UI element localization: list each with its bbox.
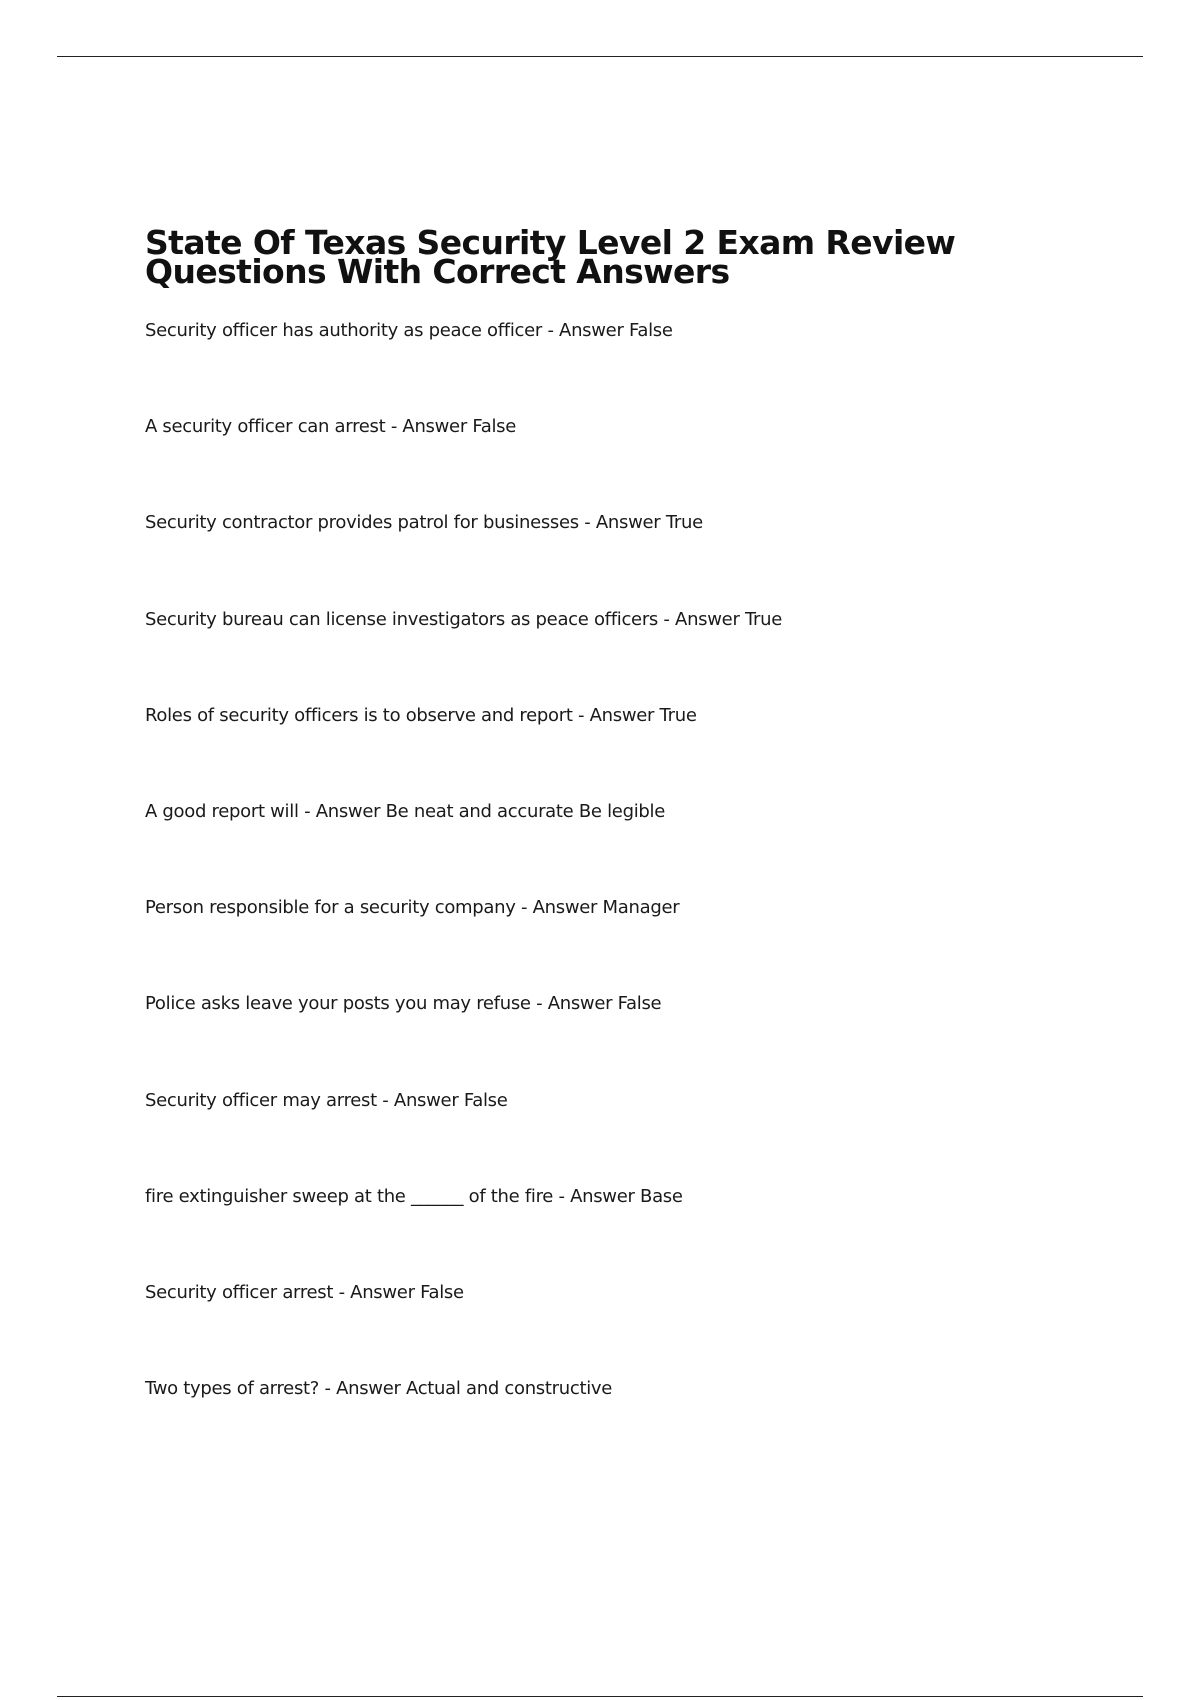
qa-item: A security officer can arrest - Answer False: [145, 416, 517, 438]
qa-item: Two types of arrest? - Answer Actual and constructive: [145, 1378, 613, 1400]
qa-list: [145, 318, 1105, 1472]
qa-item: Roles of security officers is to observe and report - Answer True: [145, 704, 697, 726]
qa-item: Police asks leave your posts you may refuse - Answer False: [145, 993, 662, 1015]
qa-item: Security officer arrest - Answer False: [145, 1281, 464, 1303]
header-rule: [57, 56, 1143, 57]
qa-item: Person responsible for a security company - Answer Manager: [145, 897, 680, 919]
qa-item: fire extinguisher sweep at the ______ of the fire - Answer Base: [145, 1185, 683, 1207]
qa-item: Security contractor provides patrol for businesses - Answer True: [145, 512, 703, 534]
qa-item: Security officer may arrest - Answer False: [145, 1089, 508, 1111]
qa-item: Security bureau can license investigators as peace officers - Answer True: [145, 608, 782, 630]
qa-item: A good report will - Answer Be neat and accurate Be legible: [145, 800, 665, 822]
qa-item: Security officer has authority as peace officer - Answer False: [145, 320, 673, 341]
document-title: State Of Texas Security Level 2 Exam Review Questions With Correct Answers: [145, 223, 956, 291]
footer-rule: [57, 1696, 1143, 1697]
